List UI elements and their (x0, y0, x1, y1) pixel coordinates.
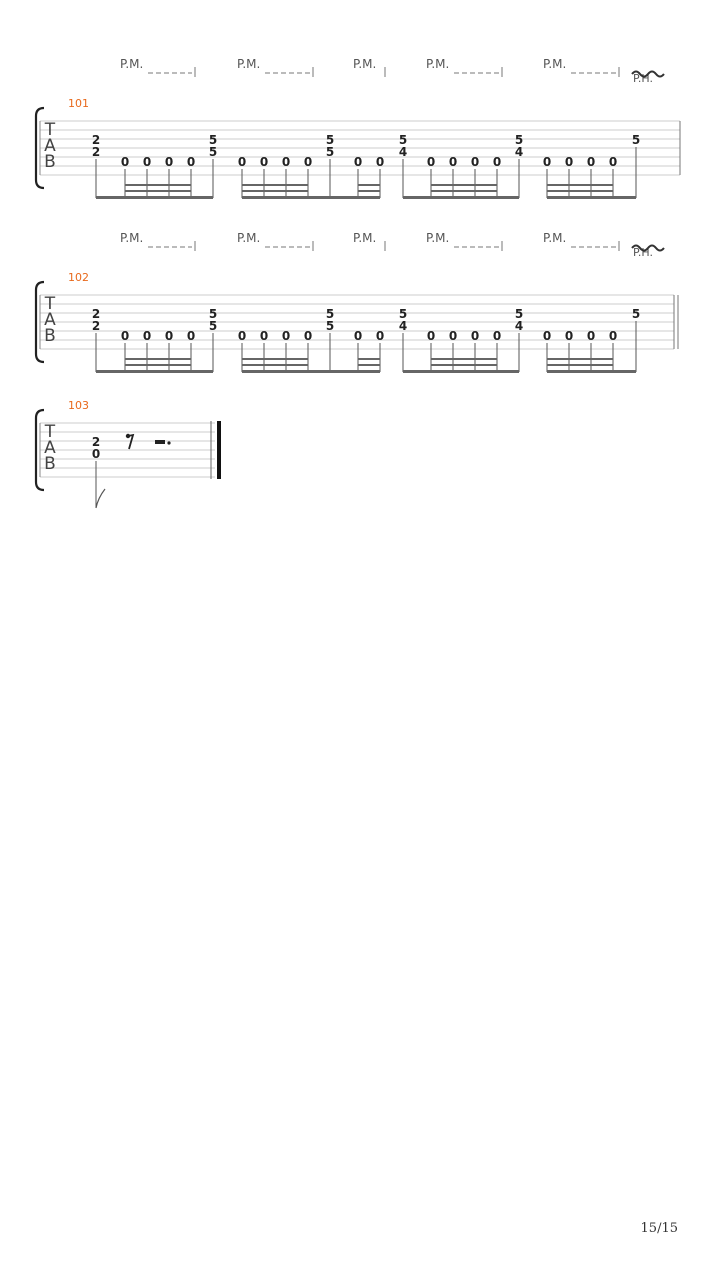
beam-sixteenth (358, 358, 380, 360)
fret-number: 0 (259, 155, 269, 169)
fret-number: 0 (470, 329, 480, 343)
beam-sixteenth (431, 358, 497, 360)
beam (242, 196, 380, 199)
fret-number: 2 (91, 319, 101, 333)
beam-sixteenth (547, 358, 613, 360)
palm-mute-label: P.M. (543, 231, 567, 245)
beam-sixteenth (125, 364, 191, 366)
fret-number: 0 (186, 329, 196, 343)
fret-number: 5 (631, 307, 641, 321)
tab-letter: B (44, 454, 56, 474)
fret-number: 0 (608, 155, 618, 169)
fret-number: 0 (91, 447, 101, 461)
fret-number: 0 (492, 329, 502, 343)
palm-mute-label: P.M. (237, 57, 261, 71)
fret-number: 0 (281, 329, 291, 343)
tab-letter: A (44, 310, 56, 330)
dot (167, 441, 170, 444)
beam (547, 370, 636, 373)
palm-mute-label: P.M. (237, 231, 261, 245)
tab-letter: T (44, 294, 56, 314)
fret-number: 5 (325, 133, 335, 147)
fret-number: 0 (353, 329, 363, 343)
fret-number: 4 (398, 319, 408, 333)
fret-number: 5 (325, 319, 335, 333)
fret-number: 5 (631, 133, 641, 147)
beam-sixteenth (431, 190, 497, 192)
tab-letter: A (44, 136, 56, 156)
beam-sixteenth (125, 190, 191, 192)
palm-mute-label: P.M. (426, 231, 450, 245)
page-number: 15/15 (640, 1221, 678, 1236)
fret-number: 5 (325, 145, 335, 159)
fret-number: 5 (514, 133, 524, 147)
palm-mute-label: P.M. (353, 57, 377, 71)
beam-sixteenth (242, 190, 308, 192)
pinch-harmonic-label: P.H. (633, 72, 653, 85)
fret-number: 0 (186, 155, 196, 169)
pinch-harmonic-label: P.H. (633, 246, 653, 259)
fret-number: 4 (398, 145, 408, 159)
fret-number: 2 (91, 435, 101, 449)
fret-number: 4 (514, 319, 524, 333)
fret-number: 0 (375, 155, 385, 169)
half-rest (155, 440, 165, 444)
fret-number: 4 (514, 145, 524, 159)
fret-number: 0 (586, 329, 596, 343)
beam-sixteenth (242, 184, 308, 186)
palm-mute-label: P.M. (353, 231, 377, 245)
fret-number: 0 (303, 155, 313, 169)
fret-number: 5 (208, 319, 218, 333)
fret-number: 0 (237, 329, 247, 343)
fret-number: 0 (237, 155, 247, 169)
fret-number: 0 (120, 155, 130, 169)
beam (96, 196, 213, 199)
fret-number: 5 (208, 145, 218, 159)
beam-sixteenth (431, 184, 497, 186)
beam-sixteenth (242, 358, 308, 360)
fret-number: 0 (564, 329, 574, 343)
beam (403, 370, 519, 373)
tab-letter: T (44, 422, 56, 442)
measure-number: 103 (68, 399, 89, 412)
beam-sixteenth (431, 364, 497, 366)
palm-mute-label: P.M. (426, 57, 450, 71)
fret-number: 5 (208, 133, 218, 147)
fret-number: 0 (608, 329, 618, 343)
beam-sixteenth (125, 184, 191, 186)
fret-number: 2 (91, 133, 101, 147)
fret-number: 0 (542, 155, 552, 169)
fret-number: 5 (398, 307, 408, 321)
fret-number: 0 (259, 329, 269, 343)
fret-number: 5 (398, 133, 408, 147)
beam (242, 370, 380, 373)
fret-number: 0 (142, 329, 152, 343)
tab-letter: T (44, 120, 56, 140)
fret-number: 0 (303, 329, 313, 343)
fret-number: 0 (470, 155, 480, 169)
tab-letter: B (44, 152, 56, 172)
beam-sixteenth (547, 190, 613, 192)
fret-number: 0 (164, 329, 174, 343)
fret-number: 0 (492, 155, 502, 169)
fret-number: 0 (375, 329, 385, 343)
tab-letter: A (44, 438, 56, 458)
beam-sixteenth (125, 358, 191, 360)
beam (403, 196, 519, 199)
beam-sixteenth (358, 184, 380, 186)
fret-number: 0 (142, 155, 152, 169)
beam-sixteenth (358, 364, 380, 366)
fret-number: 5 (325, 307, 335, 321)
beam-sixteenth (242, 364, 308, 366)
palm-mute-label: P.M. (543, 57, 567, 71)
fret-number: 0 (542, 329, 552, 343)
fret-number: 0 (164, 155, 174, 169)
fret-number: 0 (564, 155, 574, 169)
fret-number: 0 (448, 155, 458, 169)
fret-number: 0 (426, 155, 436, 169)
fret-number: 5 (514, 307, 524, 321)
fret-number: 2 (91, 145, 101, 159)
beam (547, 196, 636, 199)
beam-sixteenth (547, 364, 613, 366)
fret-number: 0 (353, 155, 363, 169)
palm-mute-label: P.M. (120, 231, 144, 245)
beam-sixteenth (547, 184, 613, 186)
beam-sixteenth (358, 190, 380, 192)
fret-number: 0 (586, 155, 596, 169)
fret-number: 0 (281, 155, 291, 169)
note-flag (96, 489, 105, 508)
tab-letter: B (44, 326, 56, 346)
beam (96, 370, 213, 373)
fret-number: 0 (448, 329, 458, 343)
fret-number: 2 (91, 307, 101, 321)
fret-number: 5 (208, 307, 218, 321)
fret-number: 0 (120, 329, 130, 343)
fret-number: 0 (426, 329, 436, 343)
measure-number: 102 (68, 271, 89, 284)
measure-number: 101 (68, 97, 89, 110)
palm-mute-label: P.M. (120, 57, 144, 71)
